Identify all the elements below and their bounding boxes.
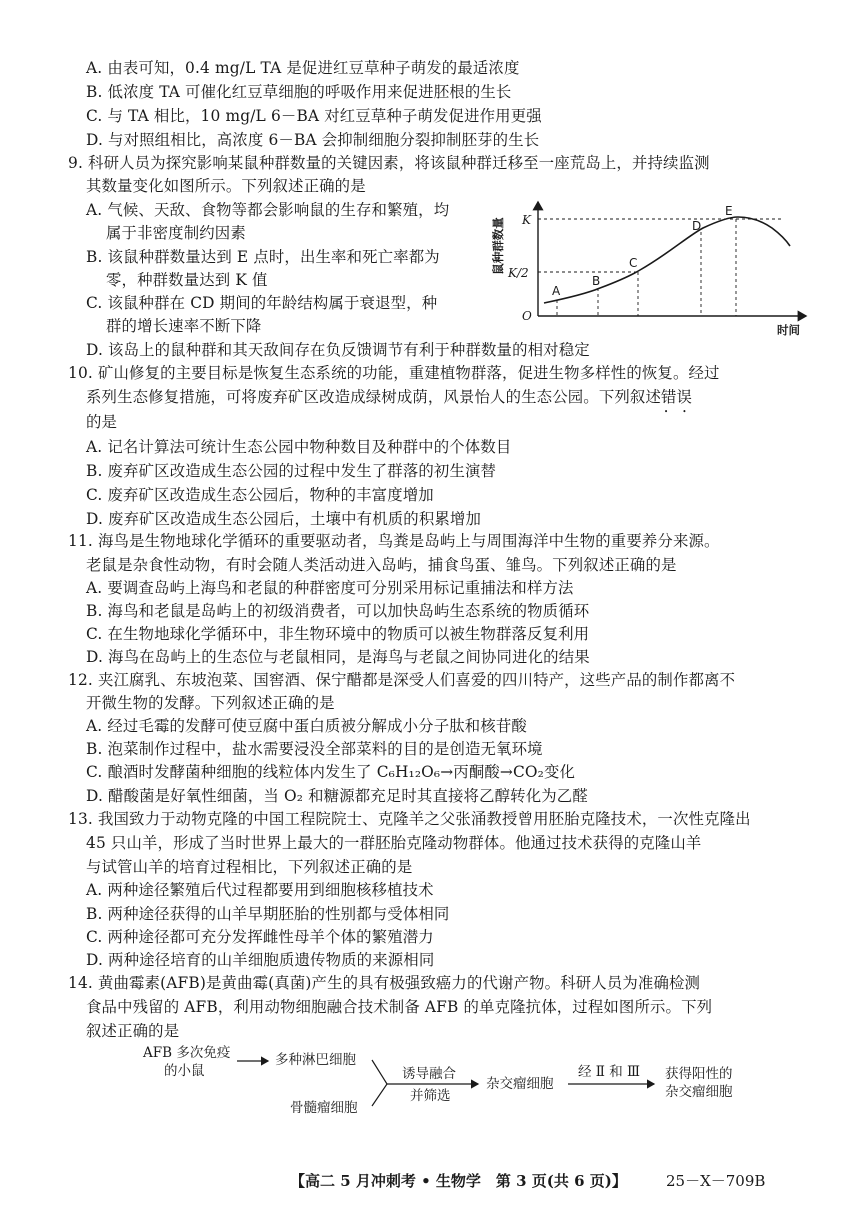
flow-node-hybridoma: 杂交瘤细胞 [486, 1076, 554, 1092]
q11-stem-line2: 老鼠是杂食性动物，有时会随人类活动进入岛屿，捕食鸟蛋、雏鸟。下列叙述正确的是 [86, 556, 677, 574]
point-a-label: A [552, 284, 561, 298]
flow-node-immunized-mouse-line2: 的小鼠 [164, 1063, 205, 1079]
flow-node-positive-hybridoma-line2: 杂交瘤细胞 [665, 1084, 733, 1100]
q13-option-b: B. 两种途径获得的山羊早期胚胎的性别都与受体相同 [86, 905, 450, 923]
q10-stem-line3: 的是 [86, 413, 118, 431]
k-tick-label: K [522, 213, 531, 227]
flow-step-two-three: 经 Ⅱ 和 Ⅲ [578, 1064, 641, 1080]
flow-node-positive-hybridoma-line1: 获得阳性的 [665, 1066, 733, 1082]
q9-option-c-line1: C. 该鼠种群在 CD 期间的年龄结构属于衰退型，种 [86, 294, 438, 312]
q9-option-a-line2: 属于非密度制约因素 [106, 224, 246, 242]
k-half-tick-label: K/2 [508, 266, 529, 280]
q9-option-c-line2: 群的增长速率不断下降 [106, 317, 262, 335]
q10-option-a: A. 记名计算法可统计生态公园中物种数目及种群中的个体数目 [86, 438, 512, 456]
x-axis-label: 时间 [777, 323, 800, 337]
q8-option-b: B. 低浓度 TA 可催化红豆草细胞的呼吸作用来促进胚根的生长 [86, 83, 512, 101]
q8-option-d: D. 与对照组相比，高浓度 6－BA 会抑制细胞分裂抑制胚芽的生长 [86, 131, 540, 149]
q9-stem-line1: 9. 科研人员为探究影响某鼠种群数量的关键因素，将该鼠种群迁移至一座荒岛上，并持续监测 [68, 154, 710, 172]
q10-option-b: B. 废弃矿区改造成生态公园的过程中发生了群落的初生演替 [86, 462, 497, 480]
point-e-label: E [725, 204, 733, 218]
flow-merge-bracket [372, 1060, 387, 1106]
q10-option-d: D. 废弃矿区改造成生态公园后，土壤中有机质的积累增加 [86, 510, 482, 528]
q14-stem-line1: 14. 黄曲霉素(AFB)是黄曲霉(真菌)产生的具有极强致癌力的代谢产物。科研人员为准确检测 [68, 974, 701, 992]
q8-option-c: C. 与 TA 相比，10 mg/L 6－BA 对红豆草种子萌发促进作用更强 [86, 107, 542, 125]
flow-node-immunized-mouse-line1: AFB 多次免疫 [143, 1045, 231, 1061]
flow-node-myeloma-cells: 骨髓瘤细胞 [290, 1100, 358, 1116]
q10-option-c: C. 废弃矿区改造成生态公园后，物种的丰富度增加 [86, 486, 434, 504]
q10-stem-line2 [86, 386, 692, 408]
point-d-label: D [692, 219, 702, 233]
q10-stem-line1: 10. 矿山修复的主要目标是恢复生态系统的功能，重建植物群落，促进生物多样性的恢复。经过 [68, 364, 720, 382]
flow-step-fusion-line2: 并筛选 [410, 1088, 451, 1104]
point-b-label: B [592, 274, 601, 288]
point-c-label: C [629, 256, 638, 270]
q8-option-a: A. 由表可知，0.4 mg/L TA 是促进红豆草种子萌发的最适浓度 [86, 59, 520, 77]
q13-stem-line2: 45 只山羊，形成了当时世界上最大的一群胚胎克隆动物群体。他通过技术获得的克隆山羊 [86, 834, 702, 852]
q12-option-d: D. 醋酸菌是好氧性细菌，当 O₂ 和糖源都充足时其直接将乙醇转化为乙醛 [86, 787, 588, 805]
page-footer-info: 【高二 5 月冲刺考 • 生物学 第 3 页(共 6 页)】 [290, 1172, 627, 1190]
q9-option-a-line1: A. 气候、天敌、食物等都会影响鼠的生存和繁殖，均 [86, 201, 450, 219]
q13-stem-line1: 13. 我国致力于动物克隆的中国工程院院士、克隆羊之父张涌教授曾用胚胎克隆技术，一次性克隆出 [68, 810, 751, 828]
q14-stem-line3: 叙述正确的是 [86, 1022, 180, 1040]
q10-stem-line2-text: 系列生态修复措施，可将废弃矿区改造成绿树成荫，风景怡人的生态公园。下列叙述 [86, 388, 662, 406]
q13-option-c: C. 两种途径都可充分发挥雌性母羊个体的繁殖潜力 [86, 928, 434, 946]
q10-emphasis-word: 错误 • • [661, 386, 692, 408]
q13-stem-line3: 与试管山羊的培育过程相比，下列叙述正确的是 [86, 858, 413, 876]
q11-option-c: C. 在生物地球化学循环中，非生物环境中的物质可以被生物群落反复利用 [86, 625, 590, 643]
q12-stem-line1: 12. 夹江腐乳、东坡泡菜、国窖酒、保宁醋都是深受人们喜爱的四川特产，这些产品的制作都离不 [68, 671, 736, 689]
population-curve [544, 217, 790, 303]
q9-stem-line2: 其数量变化如图所示。下列叙述正确的是 [86, 177, 366, 195]
q12-stem-line2: 开微生物的发酵。下列叙述正确的是 [86, 694, 335, 712]
q13-option-a: A. 两种途径繁殖后代过程都要用到细胞核移植技术 [86, 881, 434, 899]
q11-option-d: D. 海鸟在岛屿上的生态位与老鼠相同，是海鸟与老鼠之间协同进化的结果 [86, 648, 590, 666]
population-curve-figure [488, 198, 818, 343]
q9-option-d: D. 该岛上的鼠种群和其天敌间存在负反馈调节有利于种群数量的相对稳定 [86, 341, 590, 359]
q12-option-c: C. 酿酒时发酵菌种细胞的线粒体内发生了 C₆H₁₂O₆→丙酮酸→CO₂变化 [86, 763, 576, 781]
q14-stem-line2: 食品中残留的 AFB，利用动物细胞融合技术制备 AFB 的单克隆抗体，过程如图所示。下列 [86, 998, 713, 1016]
q9-option-b-line2: 零，种群数量达到 K 值 [106, 271, 268, 289]
q12-option-b: B. 泡菜制作过程中，盐水需要浸没全部菜料的目的是创造无氧环境 [86, 740, 543, 758]
origin-label: O [522, 309, 532, 323]
y-axis-label: 鼠种群数量 [491, 217, 505, 275]
q11-stem-line1: 11. 海鸟是生物地球化学循环的重要驱动者，鸟粪是岛屿上与周围海洋中生物的重要养分来源。 [68, 532, 720, 550]
q12-option-a: A. 经过毛霉的发酵可使豆腐中蛋白质被分解成小分子肽和核苷酸 [86, 717, 527, 735]
flow-node-lymphocytes: 多种淋巴细胞 [275, 1052, 356, 1068]
flow-step-fusion-line1: 诱导融合 [402, 1066, 456, 1082]
q11-option-b: B. 海鸟和老鼠是岛屿上的初级消费者，可以加快岛屿生态系统的物质循环 [86, 602, 590, 620]
q13-option-d: D. 两种途径培育的山羊细胞质遗传物质的来源相同 [86, 951, 435, 969]
q11-option-a: A. 要调查岛屿上海鸟和老鼠的种群密度可分别采用标记重捕法和样方法 [86, 579, 574, 597]
page-footer-code: 25－X－709B [666, 1172, 766, 1190]
q9-option-b-line1: B. 该鼠种群数量达到 E 点时，出生率和死亡率都为 [86, 248, 440, 266]
